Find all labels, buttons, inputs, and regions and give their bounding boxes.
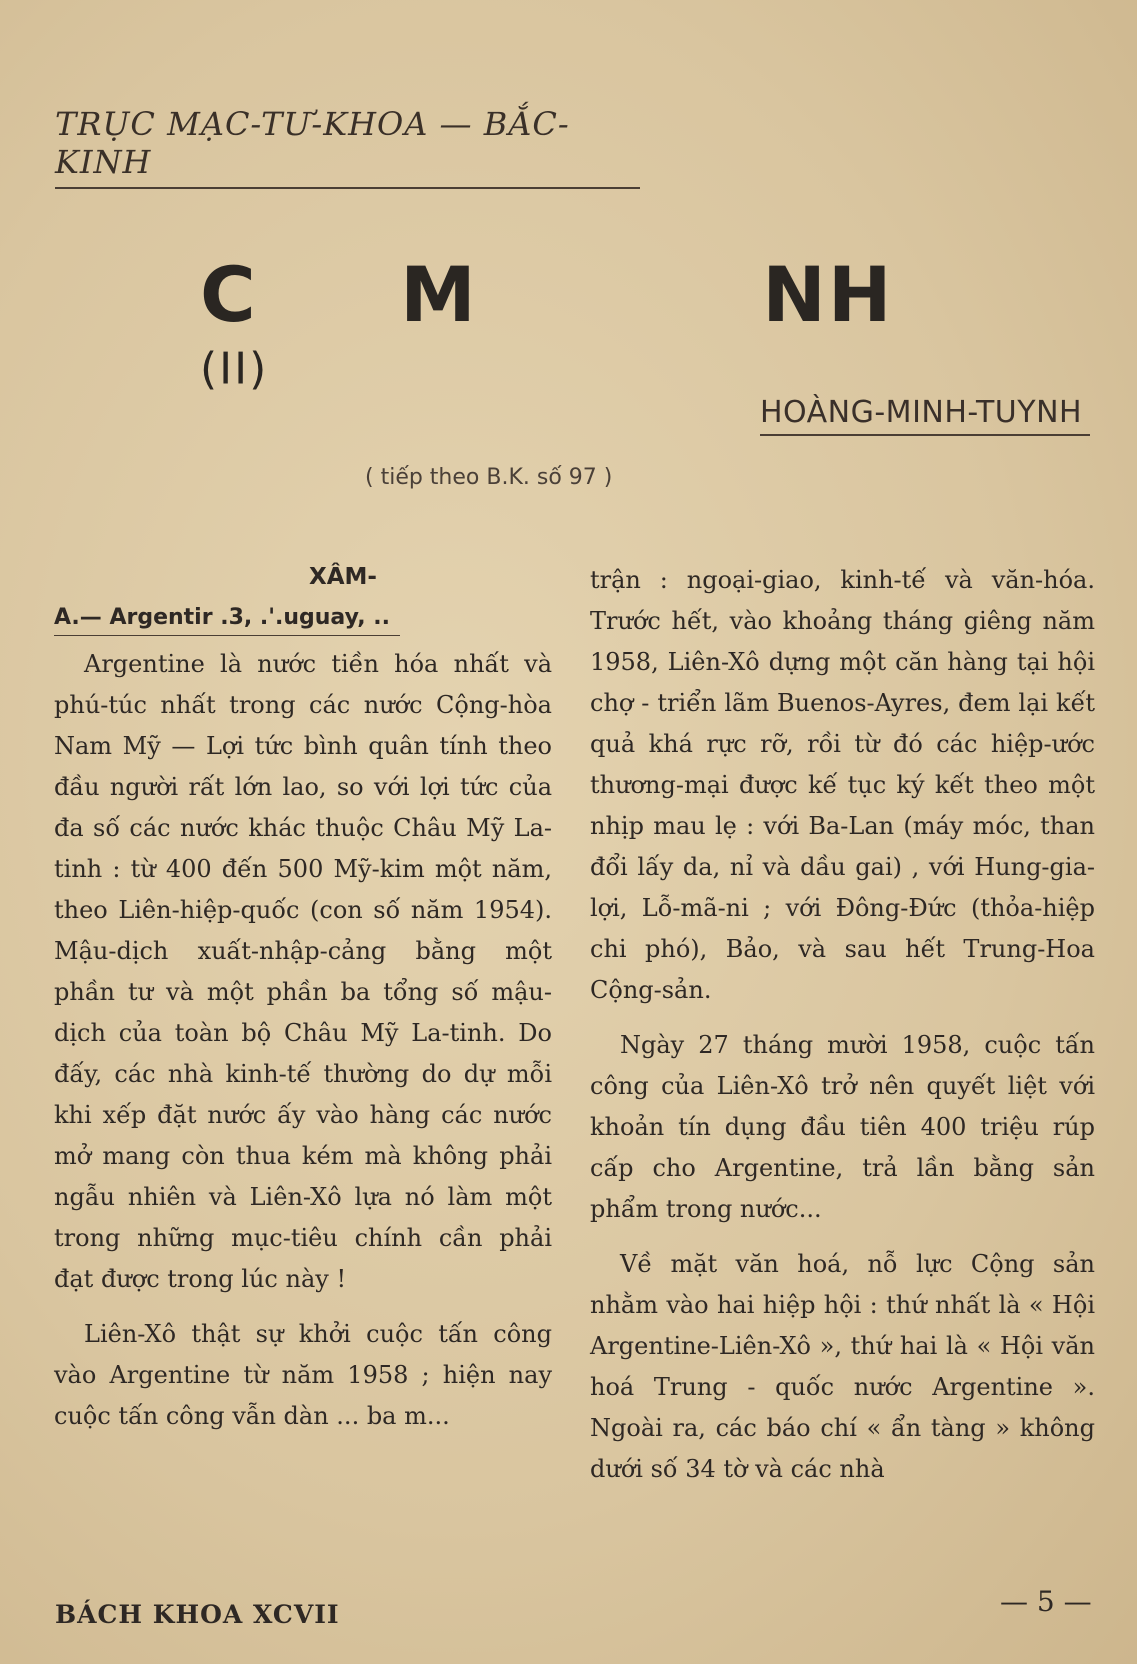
section-heading: XÂM- (309, 564, 377, 590)
paragraph: Về mặt văn hoá, nỗ lực Cộng sản nhằm vào hai hiệp hội : thứ nhất là « Hội Argentine-Liên-Xô », thứ hai là « Hội văn hoá Trung - quốc nước Argentine ». Ngoài ra, các báo chí « ẩn tàng » không dưới số 34 tờ và các nhà (590, 1250, 1095, 1483)
right-column (590, 560, 1095, 1490)
article-title-part: (II) (200, 343, 269, 395)
page-number: — 5 — (1000, 1585, 1092, 1618)
paragraph: Argentine là nước tiền hóa nhất và phú-túc nhất trong các nước Cộng-hòa Nam Mỹ — Lợi tức bình quân tính theo đầu người rất lớn lao, so với lợi tức của đa số các nước khác thuộc Châu Mỹ La-tinh : từ 400 đến 500 Mỹ-kim một năm, theo Liên-hiệp-quốc (con số năm 1954). Mậu-dịch xuất-nhập-cảng bằng một phần tư và một phần ba tổng số mậu-dịch của toàn bộ Châu Mỹ La-tinh. Do đấy, các nhà kinh-tế thường do dự mỗi khi xếp đặt nước ấy vào hàng các nước mở mang còn thua kém mà không phải ngẫu nhiên và Liên-Xô lựa nó làm một trong những mục-tiêu chính cần phải đạt được trong lúc này ! (54, 650, 552, 1293)
running-header: TRỤC MẠC-TƯ-KHOA — BẮC-KINH (55, 105, 640, 189)
article-title-text: C M NH (200, 250, 894, 339)
left-column (54, 560, 552, 1437)
article-author: HOÀNG-MINH-TUYNH (760, 395, 1090, 436)
subsection-heading: A.— Argentir .3, .'.uguay, .. (54, 601, 400, 636)
paragraph: Liên-Xô thật sự khởi cuộc tấn công vào Argentine từ năm 1958 ; hiện nay cuộc tấn công vẫn dàn ... ba m... (54, 1320, 552, 1430)
publication-name: BÁCH KHOA XCVII (55, 1600, 340, 1629)
continued-note: ( tiếp theo B.K. số 97 ) (365, 465, 613, 490)
paragraph: trận : ngoại-giao, kinh-tế và văn-hóa. Trước hết, vào khoảng tháng giêng năm 1958, Liên-Xô dựng một căn hàng tại hội chợ - triển lãm Buenos-Ayres, đem lại kết quả khá rực rỡ, rồi từ đó các hiệp-ước thương-mại được kế tục ký kết theo một nhịp mau lẹ : với Ba-Lan (máy móc, than đổi lấy da, nỉ và dầu gai) , với Hung-gia-lợi, Lỗ-mã-ni ; với Đông-Đức (thỏa-hiệp chi phó), Bảo, và sau hết Trung-Hoa Cộng-sản. (590, 566, 1095, 1004)
paragraph: Ngày 27 tháng mười 1958, cuộc tấn công của Liên-Xô trở nên quyết liệt với khoản tín dụng đầu tiên 400 triệu rúp cấp cho Argentine, trả lần bằng sản phẩm trong nước... (590, 1031, 1095, 1223)
